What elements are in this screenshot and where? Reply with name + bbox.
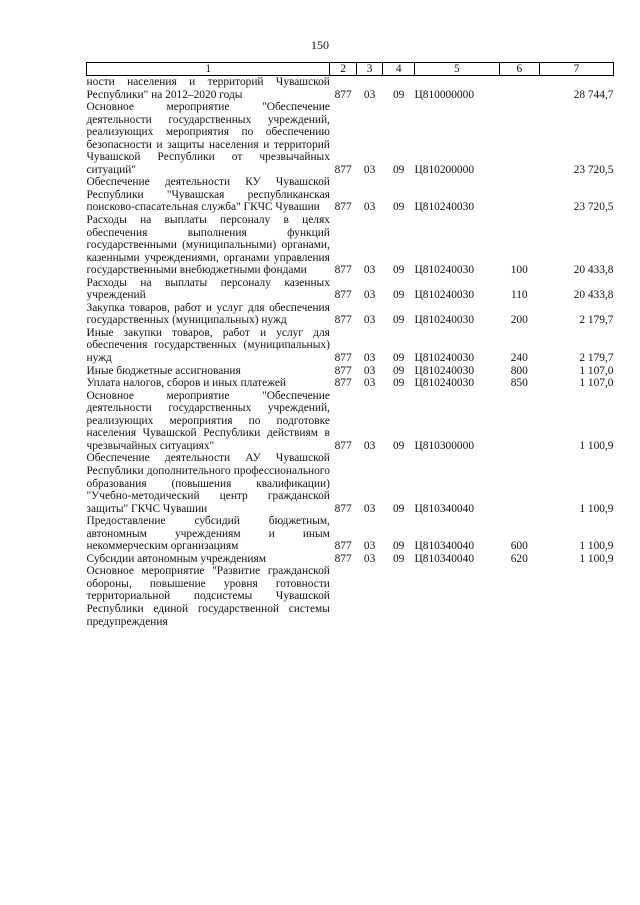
row-rz: 03 — [363, 163, 376, 176]
row-rz — [356, 565, 382, 628]
column-number-row — [87, 63, 614, 76]
row-rz: 03 — [363, 314, 376, 327]
row-csr: Ц810340040 — [414, 540, 475, 553]
table-row — [87, 176, 614, 214]
row-csr: Ц810240030 — [414, 377, 475, 390]
row-pr: 09 — [392, 552, 405, 565]
row-sum — [539, 565, 613, 628]
column-header: 3 — [356, 63, 382, 76]
row-sum: 1 100,9 — [579, 502, 614, 515]
row-pr: 09 — [392, 163, 405, 176]
column-header: 6 — [499, 63, 539, 76]
table-row — [87, 390, 614, 453]
row-name: Закупка товаров, работ и услуг для обеспечения государственных (муниципальных) нужд — [86, 301, 330, 327]
row-name: Иные закупки товаров, работ и услуг для обеспечения государственных (муниципальных) нужд — [86, 326, 330, 365]
row-sum: 28 744,7 — [573, 88, 614, 101]
row-gr: 877 — [334, 264, 352, 277]
row-vr: 240 — [510, 352, 528, 365]
row-gr: 877 — [334, 163, 352, 176]
row-pr: 09 — [392, 201, 405, 214]
column-header: 4 — [383, 63, 415, 76]
row-gr: 877 — [334, 377, 352, 390]
row-csr: Ц810240030 — [414, 364, 475, 377]
row-pr: 09 — [392, 502, 405, 515]
row-vr: 100 — [510, 264, 528, 277]
row-csr: Ц810340040 — [414, 552, 475, 565]
row-gr: 877 — [334, 88, 352, 101]
row-name: Расходы на выплаты персоналу в целях обеспечения выполнения функций государственными (муниципальными) органами, казенными учреждениями, органами управления государственными внебюджетными фондами — [86, 214, 330, 277]
row-vr: 800 — [510, 364, 528, 377]
row-pr: 09 — [392, 439, 405, 452]
row-pr: 09 — [392, 314, 405, 327]
row-vr — [499, 76, 539, 102]
row-csr: Ц810340040 — [414, 502, 475, 515]
row-gr: 877 — [334, 314, 352, 327]
row-sum: 20 433,8 — [573, 264, 614, 277]
row-gr: 877 — [334, 540, 352, 553]
row-pr: 09 — [392, 88, 405, 101]
row-name: Уплата налогов, сборов и иных платежей — [86, 377, 286, 390]
table-row — [87, 277, 614, 302]
row-pr: 09 — [392, 364, 405, 377]
row-rz: 03 — [363, 377, 376, 390]
row-csr: Ц810240030 — [414, 314, 475, 327]
row-name: Основное мероприятие "Обеспечение деятельности государственных учреждений, реализующих мероприятия по обеспечению безопасности и защиты населения и территорий Чувашской Республики от чрезвычайных ситуаций" — [86, 101, 330, 176]
row-pr — [383, 565, 415, 628]
row-vr — [499, 176, 539, 214]
table-row — [87, 377, 614, 390]
table-row — [87, 76, 614, 102]
row-csr: Ц810240030 — [414, 201, 475, 214]
row-pr: 09 — [392, 352, 405, 365]
table-row — [87, 302, 614, 327]
column-header: 2 — [330, 63, 356, 76]
table-row — [87, 214, 614, 277]
row-name: Обеспечение деятельности АУ Чувашской Республики дополнительного профессионального образования (повышения квалификации) "Учебно-методический центр гражданской защиты" ГКЧС Чувашии — [86, 452, 330, 515]
row-gr — [330, 565, 356, 628]
row-sum: 1 100,9 — [579, 439, 614, 452]
budget-table — [86, 62, 614, 628]
row-csr: Ц810240030 — [414, 352, 475, 365]
page-number: 150 — [311, 38, 329, 52]
row-csr: Ц810300000 — [414, 439, 475, 452]
row-sum: 20 433,8 — [573, 289, 614, 302]
row-sum: 1 107,0 — [579, 377, 614, 390]
row-gr: 877 — [334, 552, 352, 565]
row-pr: 09 — [392, 377, 405, 390]
row-gr: 877 — [334, 364, 352, 377]
row-vr: 110 — [510, 289, 528, 302]
row-rz: 03 — [363, 439, 376, 452]
row-csr: Ц810240030 — [414, 264, 475, 277]
row-rz: 03 — [363, 201, 376, 214]
row-sum: 1 107,0 — [579, 364, 614, 377]
row-pr: 09 — [392, 264, 405, 277]
row-sum: 2 179,7 — [579, 352, 614, 365]
row-vr — [499, 565, 539, 628]
row-sum: 2 179,7 — [579, 314, 614, 327]
table-row — [87, 515, 614, 553]
row-vr: 600 — [510, 540, 528, 553]
row-sum: 23 720,5 — [573, 163, 614, 176]
row-sum: 23 720,5 — [573, 201, 614, 214]
row-name: Субсидии автономным учреждениям — [86, 552, 266, 565]
row-csr: Ц810240030 — [414, 289, 475, 302]
row-gr: 877 — [334, 289, 352, 302]
row-pr: 09 — [392, 289, 405, 302]
row-pr: 09 — [392, 540, 405, 553]
column-header: 7 — [539, 63, 613, 76]
row-sum: 1 100,9 — [579, 540, 614, 553]
table-row — [87, 553, 614, 566]
row-gr: 877 — [334, 201, 352, 214]
row-rz: 03 — [363, 552, 376, 565]
budget-table-body — [87, 76, 614, 629]
row-name: Основное мероприятие "Обеспечение деятельности государственных учреждений, реализующих мероприятия по подготовке населения Чувашской Республики действиям в чрезвычайных ситуациях" — [86, 389, 330, 452]
row-rz: 03 — [363, 540, 376, 553]
row-csr: Ц810200000 — [414, 163, 475, 176]
table-row — [87, 101, 614, 176]
table-row — [87, 327, 614, 365]
row-name: Предоставление субсидий бюджетным, автономным учреждениям и иным некоммерческим организациям — [86, 515, 330, 553]
row-vr: 620 — [510, 552, 528, 565]
row-rz: 03 — [363, 352, 376, 365]
column-header: 1 — [87, 63, 330, 76]
row-rz: 03 — [363, 502, 376, 515]
row-gr: 877 — [334, 502, 352, 515]
row-name: ности населения и территорий Чувашской Республики" на 2012–2020 годы — [86, 76, 330, 101]
column-header: 5 — [415, 63, 500, 76]
row-vr — [499, 452, 539, 515]
row-name: Основное мероприятие "Развитие гражданской обороны, повышение уровня готовности территориальной подсистемы Чувашской Республики единой государственной системы предупреждения — [86, 565, 330, 628]
row-rz: 03 — [363, 289, 376, 302]
row-name: Иные бюджетные ассигнования — [86, 364, 241, 377]
row-gr: 877 — [334, 439, 352, 452]
row-rz: 03 — [363, 364, 376, 377]
row-sum: 1 100,9 — [579, 552, 614, 565]
row-vr — [499, 101, 539, 176]
table-row — [87, 452, 614, 515]
row-vr: 200 — [510, 314, 528, 327]
table-row — [87, 365, 614, 378]
row-rz: 03 — [363, 88, 376, 101]
row-csr — [415, 565, 500, 628]
table-row — [87, 565, 614, 628]
row-vr: 850 — [510, 377, 528, 390]
row-rz: 03 — [363, 264, 376, 277]
row-vr — [499, 390, 539, 453]
row-csr: Ц810000000 — [414, 88, 475, 101]
row-gr: 877 — [334, 352, 352, 365]
row-name: Расходы на выплаты персоналу казенных учреждений — [86, 276, 330, 302]
row-name: Обеспечение деятельности КУ Чувашской Республики "Чувашская республиканская поисково-спасательная служба" ГКЧС Чувашии — [86, 176, 330, 214]
